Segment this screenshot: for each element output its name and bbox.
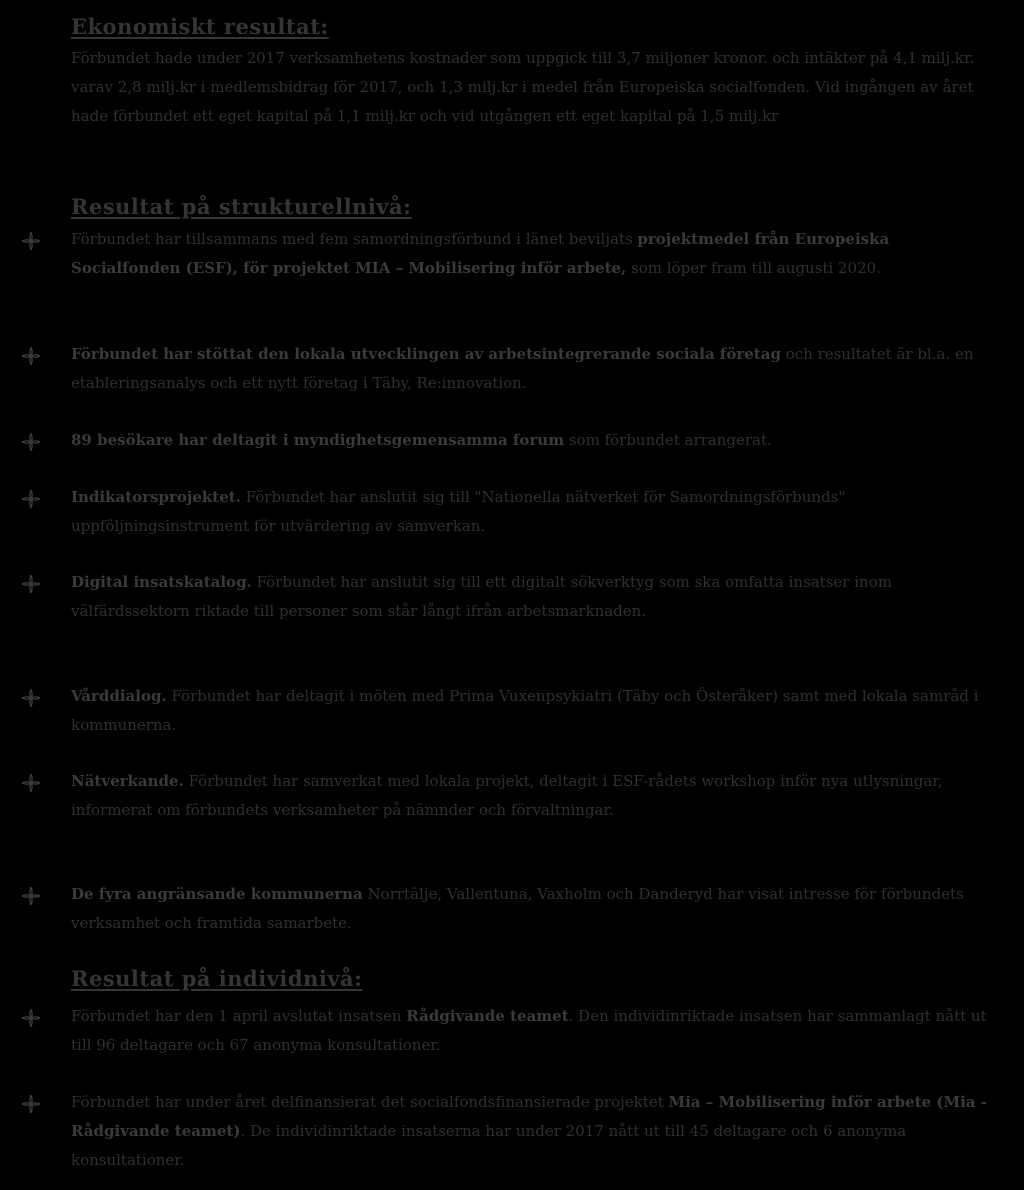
item-text-post: Norrtälje, Vallentuna, Vaxholm och Danderyd har visat intresse för förbundets verksamhet och framtida samarbete. (71, 885, 964, 932)
item-text-bold: Digital insatskatalog. (71, 573, 252, 591)
diamond-bullet-icon (21, 1008, 43, 1030)
diamond-bullet-icon (21, 574, 43, 596)
item-text-bold: Vårddialog. (71, 687, 167, 705)
item-text-bold: Indikatorsprojektet. (71, 488, 241, 506)
diamond-bullet-icon (21, 886, 43, 908)
item-text-post: Förbundet har anslutit sig till "Nationella nätverket för Samordningsförbunds" uppföljningsinstrument för utvärdering av samverkan. (71, 488, 846, 535)
diamond-bullet-icon (21, 688, 43, 710)
item-text-post: som löper fram till augusti 2020. (626, 259, 881, 277)
diamond-bullet-icon (21, 432, 43, 454)
item-text-post: . De individinriktade insatserna har under 2017 nått ut till 45 deltagare och 6 anonyma konsultationer. (71, 1122, 907, 1169)
economic-heading: Ekonomiskt resultat: (71, 14, 329, 39)
item-text-bold: projektmedel från Europeiska Socialfonden (ESF), för projektet MIA – Mobilisering inför arbete, (71, 230, 890, 277)
diamond-bullet-icon (21, 1094, 43, 1116)
item-text-post: som förbundet arrangerat. (564, 431, 772, 449)
item-text-post: och resultatet är bl.a. en etableringsanalys och ett nytt företag i Täby, Re:innovation. (71, 345, 974, 392)
item-text-bold: De fyra angränsande kommunerna (71, 885, 363, 903)
item-text-bold: Mia – Mobilisering inför arbete (Mia - Rådgivande teamet) (71, 1093, 987, 1140)
economic-paragraph: Förbundet hade under 2017 verksamhetens kostnader som uppgick till 3,7 miljoner kronor. och intäkter på 4,1 milj.kr. varav 2,8 milj.kr i medlemsbidrag för 2017, och 1,3 milj.kr i medel från Europeiska socialfonden. Vid ingången av året hade förbundet ett eget kapital på 1,1 milj.kr och vid utgången ett eget kapital på 1,5 milj.kr (71, 49, 975, 125)
item-text-post: Förbundet har anslutit sig till ett digitalt sökverktyg som ska omfatta insatser inom välfärdssektorn riktade till personer som står långt ifrån arbetsmarknaden. (71, 573, 892, 620)
item-text-bold: 89 besökare har deltagit i myndighetsgemensamma forum (71, 431, 565, 449)
diamond-bullet-icon (21, 489, 43, 511)
item-text-pre: Förbundet har under året delfinansierat det socialfondsfinansierade projektet (71, 1093, 669, 1111)
item-text-bold: Förbundet har stöttat den lokala utvecklingen av arbetsintegrerande sociala företag (71, 345, 781, 363)
item-text-pre: Förbundet har tillsammans med fem samordningsförbund i länet beviljats (71, 230, 638, 248)
diamond-bullet-icon (21, 773, 43, 795)
item-text-post: Förbundet har samverkat med lokala projekt, deltagit i ESF-rådets workshop inför nya utlysningar, informerat om förbundets verksamheter på nämnder och förvaltningar. (71, 772, 943, 819)
item-text-bold: Nätverkande. (71, 772, 184, 790)
structural-heading: Resultat på strukturellnivå: (71, 194, 412, 219)
individual-heading: Resultat på individnivå: (71, 966, 363, 991)
item-text-post: . Den individinriktade insatsen har sammanlagt nått ut till 96 deltagare och 67 anonyma konsultationer. (71, 1007, 987, 1054)
diamond-bullet-icon (21, 231, 43, 253)
item-text-post: Förbundet har deltagit i möten med Prima Vuxenpsykiatri (Täby och Österåker) samt med lokala samråd i kommunerna. (71, 687, 979, 734)
item-text-pre: Förbundet har den 1 april avslutat insatsen (71, 1007, 407, 1025)
diamond-bullet-icon (21, 346, 43, 368)
item-text-bold: Rådgivande teamet (406, 1007, 569, 1025)
